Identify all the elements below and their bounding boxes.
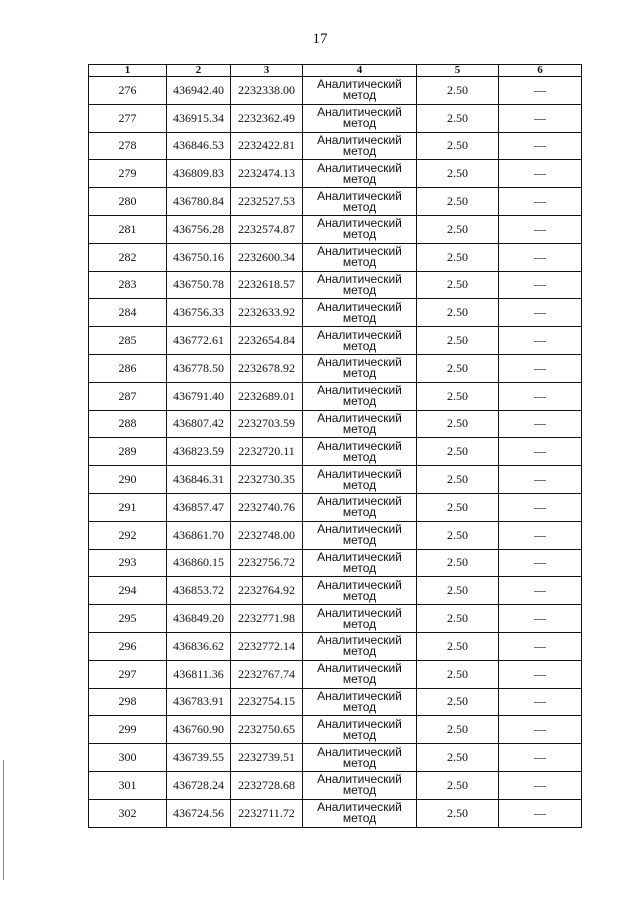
point-number-cell: 282 — [89, 243, 167, 271]
method-cell — [303, 410, 417, 438]
accuracy-cell: 2.50 — [417, 799, 499, 827]
x-coordinate-cell: 436836.62 — [167, 632, 231, 660]
method-line-1: Аналитический — [317, 438, 402, 453]
method-cell — [303, 271, 417, 299]
x-coordinate-cell: 436778.50 — [167, 354, 231, 382]
x-coordinate-cell: 436809.83 — [167, 160, 231, 188]
x-coordinate-cell: 436846.53 — [167, 132, 231, 160]
table-header-row — [89, 65, 582, 77]
method-cell — [303, 215, 417, 243]
point-number-cell: 279 — [89, 160, 167, 188]
x-coordinate-cell: 436750.78 — [167, 271, 231, 299]
x-coordinate-cell: 436853.72 — [167, 577, 231, 605]
x-coordinate-cell: 436915.34 — [167, 104, 231, 132]
x-coordinate-cell: 436811.36 — [167, 660, 231, 688]
x-coordinate-cell: 436942.40 — [167, 77, 231, 105]
method-line-1: Аналитический — [317, 661, 402, 676]
method-cell — [303, 799, 417, 827]
table-row — [89, 354, 582, 382]
y-coordinate-cell: 2232362.49 — [231, 104, 303, 132]
accuracy-cell: 2.50 — [417, 744, 499, 772]
accuracy-cell: 2.50 — [417, 327, 499, 355]
y-coordinate-cell: 2232618.57 — [231, 271, 303, 299]
method-cell — [303, 771, 417, 799]
method-line-1: Аналитический — [317, 216, 402, 231]
point-number-cell: 283 — [89, 271, 167, 299]
table-row — [89, 215, 582, 243]
y-coordinate-cell: 2232764.92 — [231, 577, 303, 605]
note-cell: — — [499, 215, 582, 243]
table-row — [89, 188, 582, 216]
accuracy-cell: 2.50 — [417, 521, 499, 549]
method-line-2: метод — [342, 727, 377, 742]
y-coordinate-cell: 2232711.72 — [231, 799, 303, 827]
x-coordinate-cell: 436780.84 — [167, 188, 231, 216]
accuracy-cell: 2.50 — [417, 271, 499, 299]
accuracy-cell: 2.50 — [417, 188, 499, 216]
note-cell: — — [499, 632, 582, 660]
column-header-4: 4 — [303, 65, 417, 77]
method-line-2: метод — [342, 394, 377, 409]
note-cell: — — [499, 549, 582, 577]
coordinates-table — [88, 64, 582, 828]
x-coordinate-cell: 436772.61 — [167, 327, 231, 355]
method-line-2: метод — [342, 560, 377, 575]
table-row — [89, 716, 582, 744]
column-header-5: 5 — [417, 65, 499, 77]
accuracy-cell: 2.50 — [417, 771, 499, 799]
table-row — [89, 771, 582, 799]
method-line-2: метод — [342, 616, 377, 631]
accuracy-cell: 2.50 — [417, 438, 499, 466]
y-coordinate-cell: 2232422.81 — [231, 132, 303, 160]
y-coordinate-cell: 2232771.98 — [231, 605, 303, 633]
method-cell — [303, 104, 417, 132]
method-line-1: Аналитический — [317, 633, 402, 648]
note-cell: — — [499, 438, 582, 466]
method-line-2: метод — [342, 366, 377, 381]
accuracy-cell: 2.50 — [417, 466, 499, 494]
method-line-1: Аналитический — [317, 577, 402, 592]
method-line-1: Аналитический — [317, 549, 402, 564]
table-row — [89, 104, 582, 132]
point-number-cell: 296 — [89, 632, 167, 660]
method-line-1: Аналитический — [317, 772, 402, 787]
method-line-1: Аналитический — [317, 800, 402, 815]
method-line-2: метод — [342, 338, 377, 353]
y-coordinate-cell: 2232740.76 — [231, 493, 303, 521]
y-coordinate-cell: 2232633.92 — [231, 299, 303, 327]
table-row — [89, 410, 582, 438]
method-line-1: Аналитический — [317, 383, 402, 398]
column-header-2: 2 — [167, 65, 231, 77]
method-line-1: Аналитический — [317, 77, 402, 92]
point-number-cell: 292 — [89, 521, 167, 549]
point-number-cell: 302 — [89, 799, 167, 827]
note-cell: — — [499, 493, 582, 521]
x-coordinate-cell: 436857.47 — [167, 493, 231, 521]
accuracy-cell: 2.50 — [417, 132, 499, 160]
method-line-1: Аналитический — [317, 466, 402, 481]
method-cell — [303, 132, 417, 160]
accuracy-cell: 2.50 — [417, 577, 499, 605]
method-cell — [303, 549, 417, 577]
method-cell — [303, 577, 417, 605]
y-coordinate-cell: 2232654.84 — [231, 327, 303, 355]
y-coordinate-cell: 2232754.15 — [231, 688, 303, 716]
note-cell: — — [499, 410, 582, 438]
note-cell: — — [499, 521, 582, 549]
point-number-cell: 300 — [89, 744, 167, 772]
accuracy-cell: 2.50 — [417, 688, 499, 716]
accuracy-cell: 2.50 — [417, 549, 499, 577]
method-line-2: метод — [342, 88, 377, 103]
method-line-2: метод — [342, 227, 377, 242]
note-cell: — — [499, 243, 582, 271]
method-line-2: метод — [342, 672, 377, 687]
method-line-2: метод — [342, 310, 377, 325]
table-row — [89, 521, 582, 549]
note-cell: — — [499, 271, 582, 299]
note-cell: — — [499, 132, 582, 160]
accuracy-cell: 2.50 — [417, 660, 499, 688]
y-coordinate-cell: 2232527.53 — [231, 188, 303, 216]
y-coordinate-cell: 2232338.00 — [231, 77, 303, 105]
point-number-cell: 276 — [89, 77, 167, 105]
method-line-1: Аналитический — [317, 160, 402, 175]
y-coordinate-cell: 2232739.51 — [231, 744, 303, 772]
y-coordinate-cell: 2232474.13 — [231, 160, 303, 188]
note-cell: — — [499, 771, 582, 799]
table-row — [89, 438, 582, 466]
method-line-1: Аналитический — [317, 716, 402, 731]
table-row — [89, 632, 582, 660]
method-line-2: метод — [342, 783, 377, 798]
x-coordinate-cell: 436849.20 — [167, 605, 231, 633]
method-line-1: Аналитический — [317, 271, 402, 286]
table-row — [89, 327, 582, 355]
method-cell — [303, 716, 417, 744]
method-cell — [303, 466, 417, 494]
note-cell: — — [499, 605, 582, 633]
method-cell — [303, 493, 417, 521]
point-number-cell: 301 — [89, 771, 167, 799]
accuracy-cell: 2.50 — [417, 160, 499, 188]
method-line-1: Аналитический — [317, 327, 402, 342]
table-row — [89, 132, 582, 160]
method-line-1: Аналитический — [317, 355, 402, 370]
note-cell: — — [499, 188, 582, 216]
method-line-2: метод — [342, 533, 377, 548]
table-row — [89, 688, 582, 716]
method-line-2: метод — [342, 477, 377, 492]
y-coordinate-cell: 2232772.14 — [231, 632, 303, 660]
method-cell — [303, 521, 417, 549]
x-coordinate-cell: 436756.28 — [167, 215, 231, 243]
method-line-2: метод — [342, 282, 377, 297]
point-number-cell: 297 — [89, 660, 167, 688]
scan-edge-mark — [3, 760, 4, 880]
method-line-2: метод — [342, 143, 377, 158]
y-coordinate-cell: 2232728.68 — [231, 771, 303, 799]
note-cell: — — [499, 660, 582, 688]
accuracy-cell: 2.50 — [417, 716, 499, 744]
x-coordinate-cell: 436807.42 — [167, 410, 231, 438]
table-row — [89, 160, 582, 188]
method-line-2: метод — [342, 644, 377, 659]
method-line-1: Аналитический — [317, 244, 402, 259]
accuracy-cell: 2.50 — [417, 77, 499, 105]
table-row — [89, 77, 582, 105]
note-cell: — — [499, 382, 582, 410]
table-row — [89, 493, 582, 521]
point-number-cell: 291 — [89, 493, 167, 521]
table-row — [89, 605, 582, 633]
column-header-3: 3 — [231, 65, 303, 77]
point-number-cell: 288 — [89, 410, 167, 438]
y-coordinate-cell: 2232730.35 — [231, 466, 303, 494]
table-row — [89, 299, 582, 327]
method-cell — [303, 160, 417, 188]
method-line-2: метод — [342, 449, 377, 464]
y-coordinate-cell: 2232720.11 — [231, 438, 303, 466]
note-cell: — — [499, 327, 582, 355]
method-line-1: Аналитический — [317, 744, 402, 759]
method-line-2: метод — [342, 699, 377, 714]
table-row — [89, 577, 582, 605]
point-number-cell: 299 — [89, 716, 167, 744]
method-cell — [303, 660, 417, 688]
accuracy-cell: 2.50 — [417, 215, 499, 243]
method-cell — [303, 188, 417, 216]
accuracy-cell: 2.50 — [417, 299, 499, 327]
x-coordinate-cell: 436760.90 — [167, 716, 231, 744]
y-coordinate-cell: 2232750.65 — [231, 716, 303, 744]
point-number-cell: 298 — [89, 688, 167, 716]
method-line-1: Аналитический — [317, 494, 402, 509]
x-coordinate-cell: 436724.56 — [167, 799, 231, 827]
note-cell: — — [499, 577, 582, 605]
method-line-1: Аналитический — [317, 605, 402, 620]
method-cell — [303, 632, 417, 660]
y-coordinate-cell: 2232689.01 — [231, 382, 303, 410]
accuracy-cell: 2.50 — [417, 605, 499, 633]
method-line-2: метод — [342, 116, 377, 131]
x-coordinate-cell: 436739.55 — [167, 744, 231, 772]
method-cell — [303, 438, 417, 466]
method-line-2: метод — [342, 421, 377, 436]
note-cell: — — [499, 104, 582, 132]
column-header-1: 1 — [89, 65, 167, 77]
table-row — [89, 799, 582, 827]
y-coordinate-cell: 2232574.87 — [231, 215, 303, 243]
note-cell: — — [499, 466, 582, 494]
note-cell: — — [499, 744, 582, 772]
method-cell — [303, 744, 417, 772]
x-coordinate-cell: 436750.16 — [167, 243, 231, 271]
note-cell: — — [499, 299, 582, 327]
table-row — [89, 466, 582, 494]
method-line-1: Аналитический — [317, 688, 402, 703]
x-coordinate-cell: 436756.33 — [167, 299, 231, 327]
note-cell: — — [499, 716, 582, 744]
point-number-cell: 286 — [89, 354, 167, 382]
method-line-1: Аналитический — [317, 410, 402, 425]
method-line-1: Аналитический — [317, 522, 402, 537]
note-cell: — — [499, 77, 582, 105]
method-cell — [303, 243, 417, 271]
method-cell — [303, 77, 417, 105]
x-coordinate-cell: 436861.70 — [167, 521, 231, 549]
table-row — [89, 382, 582, 410]
method-cell — [303, 688, 417, 716]
point-number-cell: 290 — [89, 466, 167, 494]
table-row — [89, 243, 582, 271]
y-coordinate-cell: 2232600.34 — [231, 243, 303, 271]
y-coordinate-cell: 2232767.74 — [231, 660, 303, 688]
x-coordinate-cell: 436783.91 — [167, 688, 231, 716]
x-coordinate-cell: 436860.15 — [167, 549, 231, 577]
y-coordinate-cell: 2232678.92 — [231, 354, 303, 382]
method-line-1: Аналитический — [317, 299, 402, 314]
point-number-cell: 285 — [89, 327, 167, 355]
x-coordinate-cell: 436728.24 — [167, 771, 231, 799]
method-line-2: метод — [342, 255, 377, 270]
accuracy-cell: 2.50 — [417, 104, 499, 132]
table-row — [89, 744, 582, 772]
method-line-1: Аналитический — [317, 188, 402, 203]
column-header-6: 6 — [499, 65, 582, 77]
method-cell — [303, 327, 417, 355]
method-line-2: метод — [342, 199, 377, 214]
method-cell — [303, 354, 417, 382]
method-line-2: метод — [342, 171, 377, 186]
method-line-1: Аналитический — [317, 105, 402, 120]
note-cell: — — [499, 354, 582, 382]
note-cell: — — [499, 688, 582, 716]
method-line-1: Аналитический — [317, 132, 402, 147]
point-number-cell: 294 — [89, 577, 167, 605]
accuracy-cell: 2.50 — [417, 410, 499, 438]
accuracy-cell: 2.50 — [417, 493, 499, 521]
page-number: 17 — [312, 31, 328, 47]
point-number-cell: 284 — [89, 299, 167, 327]
point-number-cell: 289 — [89, 438, 167, 466]
note-cell: — — [499, 799, 582, 827]
accuracy-cell: 2.50 — [417, 354, 499, 382]
accuracy-cell: 2.50 — [417, 632, 499, 660]
table-row — [89, 660, 582, 688]
point-number-cell: 287 — [89, 382, 167, 410]
point-number-cell: 277 — [89, 104, 167, 132]
x-coordinate-cell: 436791.40 — [167, 382, 231, 410]
table-row — [89, 271, 582, 299]
point-number-cell: 280 — [89, 188, 167, 216]
point-number-cell: 295 — [89, 605, 167, 633]
point-number-cell: 293 — [89, 549, 167, 577]
table-row — [89, 549, 582, 577]
note-cell: — — [499, 160, 582, 188]
y-coordinate-cell: 2232756.72 — [231, 549, 303, 577]
x-coordinate-cell: 436846.31 — [167, 466, 231, 494]
method-line-2: метод — [342, 755, 377, 770]
y-coordinate-cell: 2232748.00 — [231, 521, 303, 549]
method-cell — [303, 299, 417, 327]
y-coordinate-cell: 2232703.59 — [231, 410, 303, 438]
method-line-2: метод — [342, 505, 377, 520]
method-line-2: метод — [342, 811, 377, 826]
x-coordinate-cell: 436823.59 — [167, 438, 231, 466]
method-line-2: метод — [342, 588, 377, 603]
point-number-cell: 278 — [89, 132, 167, 160]
point-number-cell: 281 — [89, 215, 167, 243]
accuracy-cell: 2.50 — [417, 382, 499, 410]
method-cell — [303, 605, 417, 633]
accuracy-cell: 2.50 — [417, 243, 499, 271]
method-cell — [303, 382, 417, 410]
